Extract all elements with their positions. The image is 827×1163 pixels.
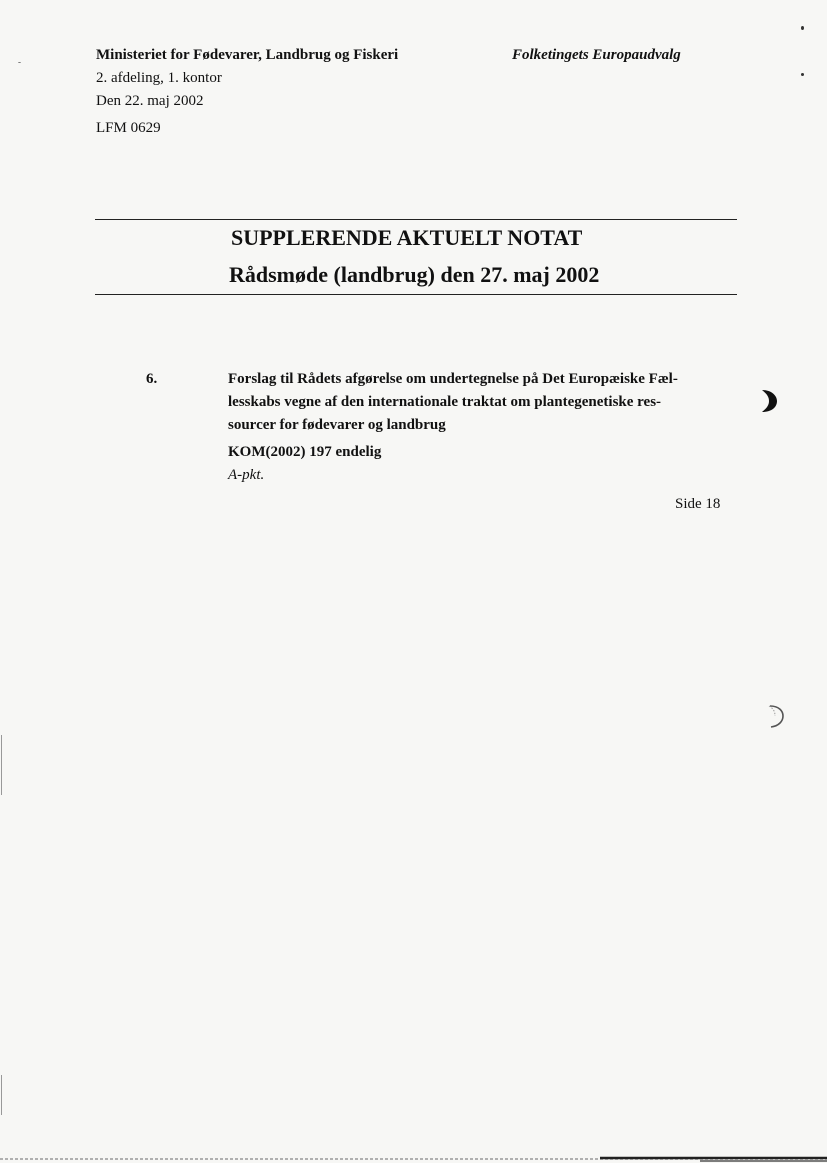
- document-subtitle: Rådsmøde (landbrug) den 27. maj 2002: [229, 262, 600, 287]
- item-number: 6.: [146, 371, 158, 387]
- sender-block: [96, 44, 398, 140]
- item-title-line: Forslag til Rådets afgørelse om undertegnelse på Det Europæiske Fæl-: [228, 371, 678, 387]
- document-title: SUPPLERENDE AKTUELT NOTAT: [231, 225, 583, 250]
- punch-hole-icon: [766, 703, 786, 729]
- heading-rule-top: [95, 219, 737, 220]
- commission-document: KOM(2002) 197 endelig: [228, 444, 382, 460]
- heading-rule-bottom: [95, 294, 737, 295]
- scan-edge-line: [1, 735, 2, 795]
- page-reference: Side 18: [675, 496, 721, 512]
- scan-edge-line: [1, 1075, 2, 1115]
- item-status: A-pkt.: [228, 467, 265, 483]
- scan-speck: [18, 62, 21, 63]
- scan-bottom-edge: [0, 1155, 827, 1163]
- department: 2. afdeling, 1. kontor: [96, 70, 222, 86]
- recipient: Folketingets Europaudvalg: [512, 47, 681, 63]
- item-title-line: sourcer for fødevarer og landbrug: [228, 417, 446, 433]
- ministry-name: Ministeriet for Fødevarer, Landbrug og Fiskeri: [96, 47, 399, 63]
- item-title-line: lesskabs vegne af den internationale traktat om plantegenetiske res-: [228, 394, 662, 410]
- scan-speck: [801, 26, 804, 30]
- reference-number: LFM 0629: [96, 120, 161, 136]
- agenda-item: [228, 368, 734, 487]
- document-date: Den 22. maj 2002: [96, 93, 204, 109]
- scan-speck: [801, 73, 804, 76]
- punch-hole-icon: [758, 388, 778, 414]
